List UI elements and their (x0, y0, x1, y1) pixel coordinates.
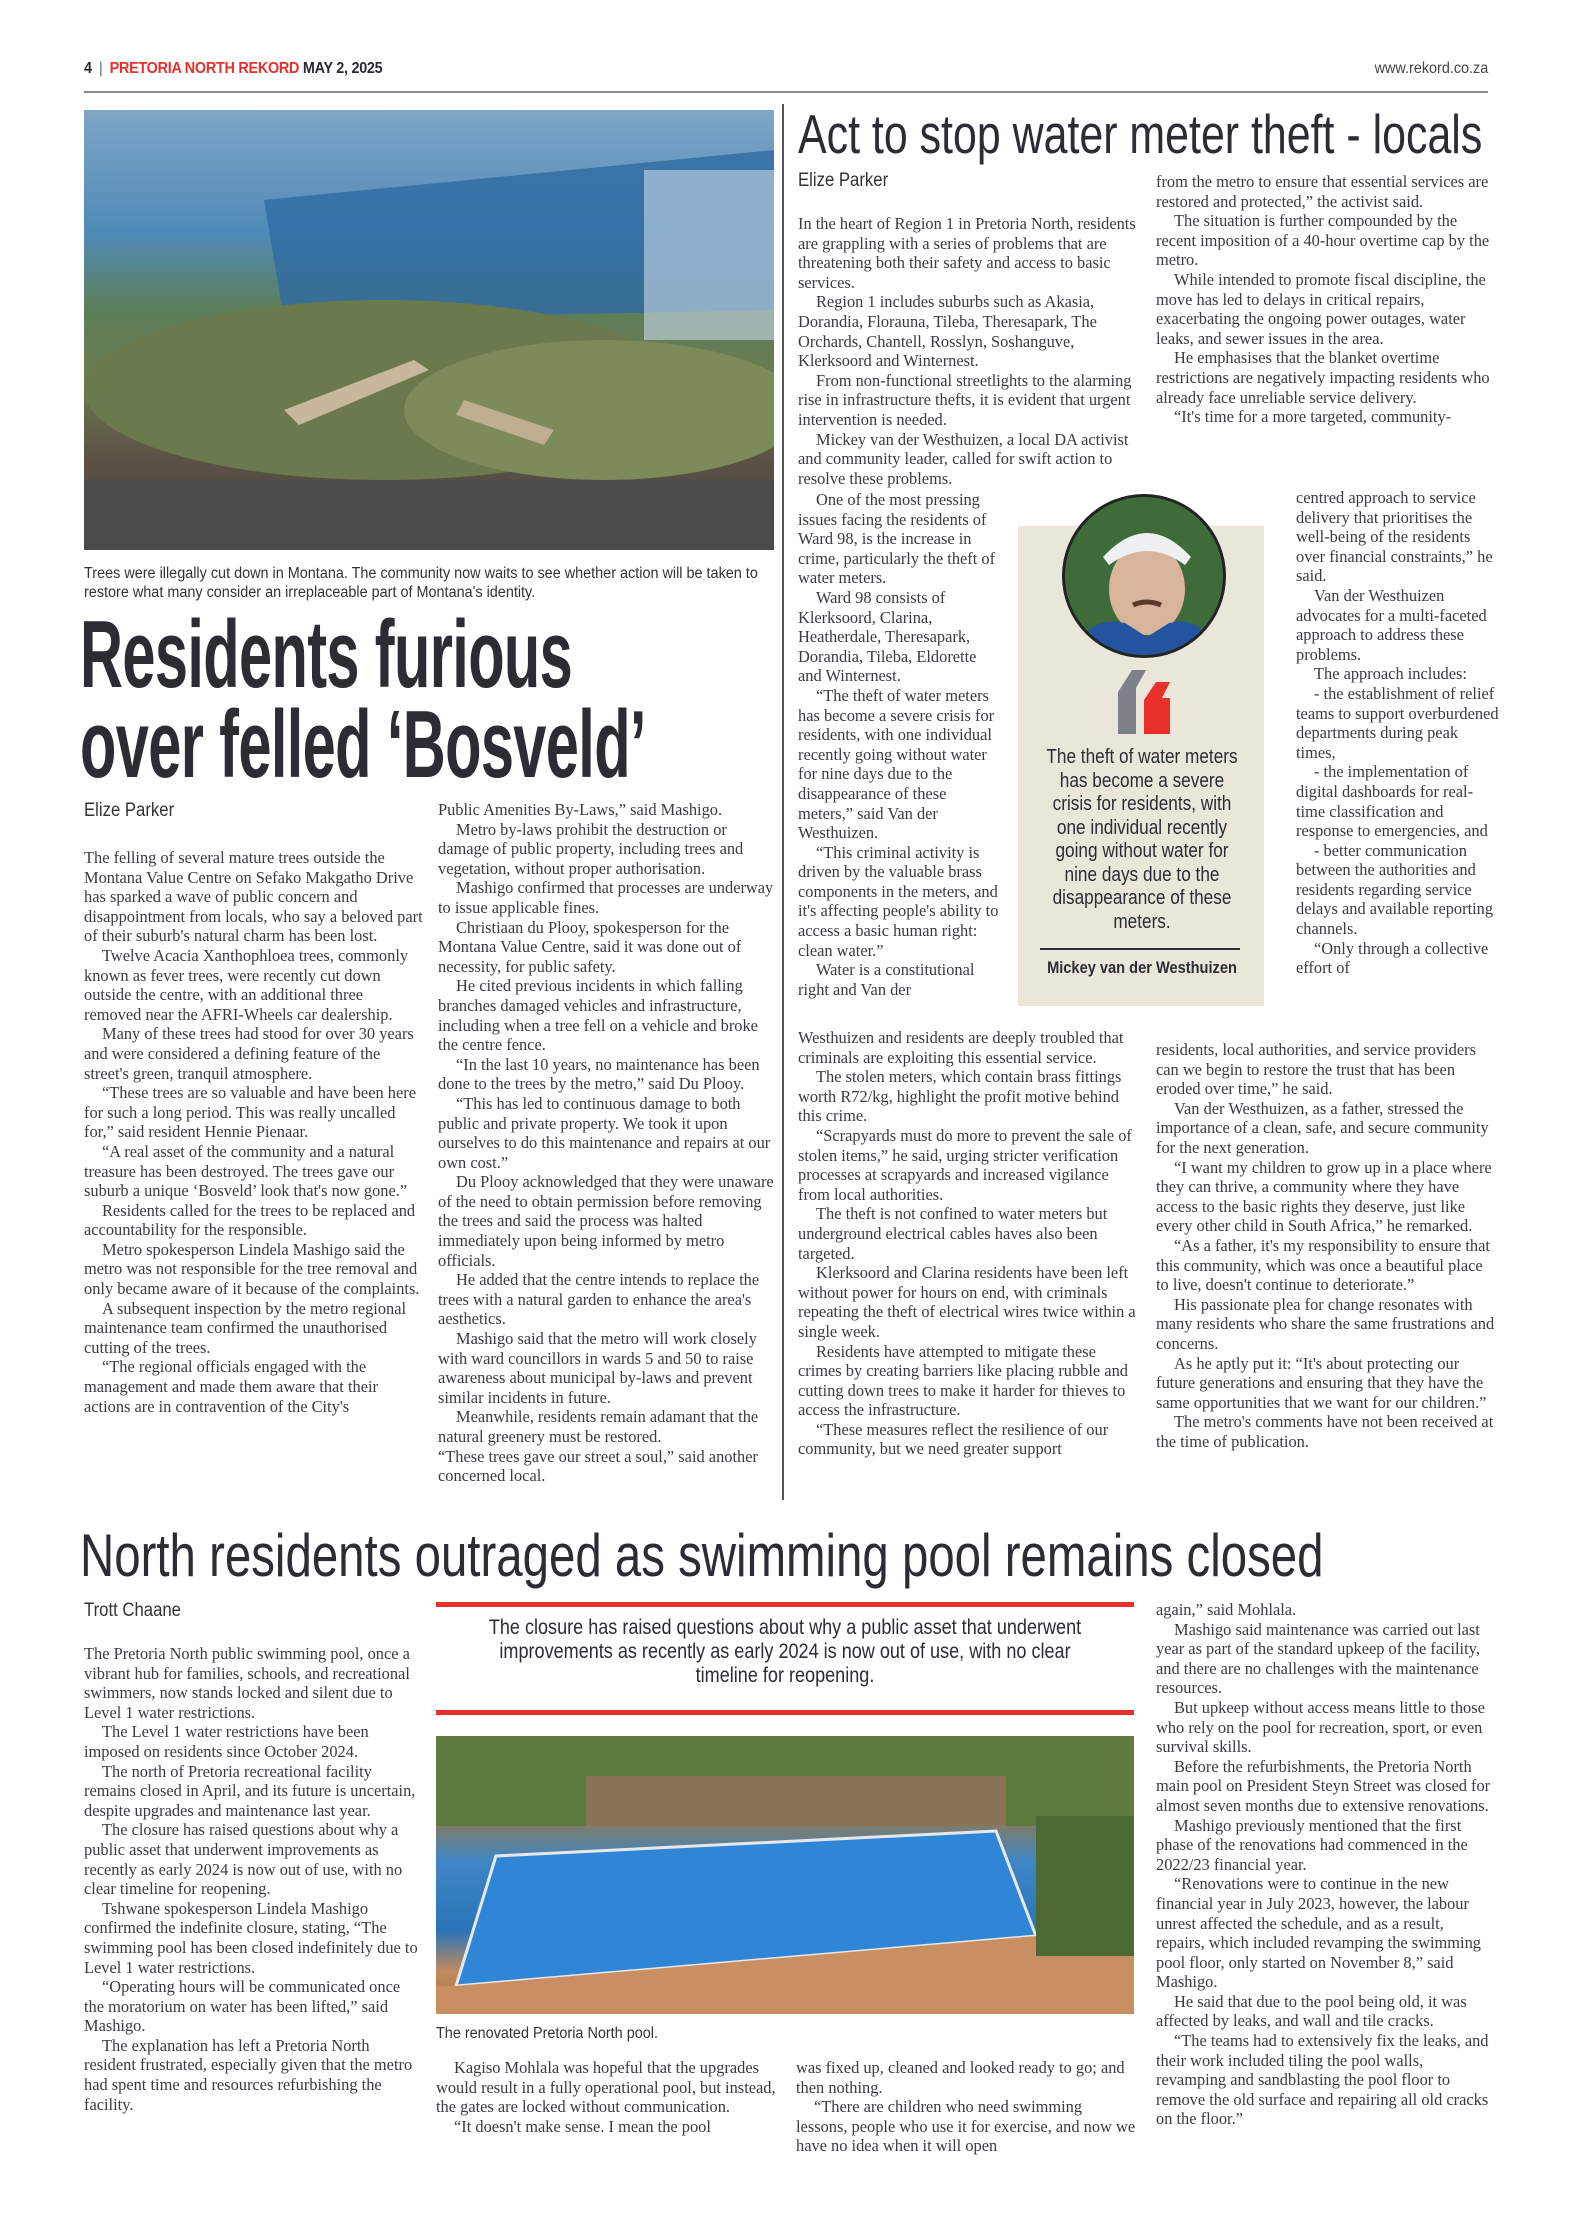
paragraph: again,” said Mohlala. (1156, 1600, 1297, 1619)
paragraph: was fixed up, cleaned and looked ready to go; and then nothing. (796, 2058, 1125, 2097)
pullquote-divider (1040, 948, 1240, 950)
paragraph: “In the last 10 years, no maintenance has been done to the trees by the metro,” said Du Plooy. (438, 1054, 760, 1094)
paragraph: He added that the centre intends to replace the trees with a natural garden to enhance the area's aesthetics. (438, 1270, 760, 1329)
paragraph: Water is a constitutional right and Van der (798, 960, 975, 999)
paragraph: “These trees are so valuable and have been here for such a long period. This was really uncalled for,” said resident Hennie Pienaar. (84, 1083, 416, 1142)
pool-column-3 (796, 2058, 1136, 2156)
portrait-illustration (1065, 497, 1223, 655)
paragraph: “As a father, it's my responsibility to ensure that this community, which was once a beautiful place to live, doesn't continue to deteriorate.” (1156, 1235, 1490, 1295)
paragraph: The theft is not confined to water meters but underground electrical cables haves also been targeted. (798, 1204, 1108, 1263)
paragraph: Ward 98 consists of Klerksoord, Clarina, Heatherdale, Theresapark, Dorandia, Tileba, Eldorette and Winternest. (798, 587, 977, 686)
paragraph: “This has led to continuous damage to both public and private property. We took it upon ourselves to do this maintenance and repairs at our own cost.” (438, 1093, 771, 1172)
pool-photo-caption: The renovated Pretoria North pool. (436, 2025, 658, 2042)
paragraph: residents, local authorities, and service providers can we begin to restore the trust that has been eroded over time,” he said. (1156, 1040, 1476, 1099)
paragraph: Before the refurbishments, the Pretoria North main pool on President Steyn Street was closed for almost seven months due to extensive renovations. (1156, 1756, 1491, 1815)
page-number: 4 (84, 60, 92, 77)
pullquote-top-bar (436, 1602, 1134, 1607)
paragraph: “The regional officials engaged with the management and made them aware that their actions are in contravention of the City's (84, 1357, 378, 1416)
photo-illustration (84, 110, 774, 550)
paragraph: “Only through a collective effort of (1296, 938, 1489, 978)
pool-headline: North residents outraged as swimming pool remains closed (80, 1522, 1324, 1589)
paragraph: Kagiso Mohlala was hopeful that the upgrades would result in a fully operational pool, but instead, the gates are locked without communication. (436, 2058, 776, 2117)
paragraph: Mashigo said maintenance was carried out last year as part of the standard upkeep of the facility, and there are no challenges with the maintenance resources. (1156, 1619, 1480, 1698)
paragraph: But upkeep without access means little to those who rely on the pool for recreation, sport, or even survival skills. (1156, 1697, 1485, 1757)
bosveld-headline-line2: over felled ‘Bosveld’ (80, 691, 646, 798)
paragraph: The felling of several mature trees outside the Montana Value Centre on Sefako Makgatho Drive has sparked a wave of public concern and disappointment from locals, who say a beloved part of their suburb's natural charm has been lost. (84, 848, 423, 946)
paragraph: While intended to promote fiscal discipline, the move has led to delays in critical repairs, exacerbating the ongoing power outages, water leaks, and sewer issues in the area. (1156, 269, 1486, 348)
paragraph: Residents have attempted to mitigate these crimes by creating barriers like placing rubble and cutting down trees to make it harder for thieves to access the infrastructure. (798, 1341, 1128, 1420)
paragraph: - the establishment of relief teams to support overburdened departments during peak times, (1296, 683, 1499, 762)
water-column-1-top (798, 214, 1138, 488)
paragraph: “It doesn't make sense. I mean the pool (454, 2116, 711, 2136)
portrait-mickey-van-der-westhuizen (1062, 494, 1226, 658)
issue-date: MAY 2, 2025 (302, 60, 383, 77)
paragraph: “Scrapyards must do more to prevent the sale of stolen items,” he said, urging stricter verification processes at scrapyards and increased vigilance from local authorities. (798, 1125, 1132, 1204)
paragraph: He emphasises that the blanket overtime restrictions are negatively impacting residents who already face unreliable service delivery. (1156, 348, 1490, 407)
header-separator: | (98, 60, 103, 77)
paragraph: Twelve Acacia Xanthophloea trees, commonly known as fever trees, were recently cut down outside the centre, with an additional three removed near the AFRI-Wheels car dealership. (84, 945, 409, 1024)
paragraph: Klerksoord and Clarina residents have been left without power for hours on end, with criminals repeating the theft of electrical wires twice within a single week. (798, 1263, 1136, 1341)
paragraph: The stolen meters, which contain brass fittings worth R72/kg, highlight the profit motive behind this crime. (798, 1067, 1122, 1126)
paragraph: Metro spokesperson Lindela Mashigo said the metro was not responsible for the tree removal and only became aware of it because of the complaints. (84, 1239, 420, 1299)
paragraph: The metro's comments have not been received at the time of publication. (1156, 1412, 1494, 1451)
paragraph: Residents called for the trees to be replaced and accountability for the responsible. (84, 1200, 416, 1240)
quote-mark-icon (1118, 670, 1170, 734)
paragraph: Mashigo previously mentioned that the first phase of the renovations had commenced in the 2022/23 financial year. (1156, 1815, 1468, 1874)
pool-pullquote: The closure has raised questions about why a public asset that underwent improvements as recently as early 2024 is now out of use, with no clear timeline for reopening. (488, 1616, 1082, 1687)
water-column-2-bottom (1156, 1040, 1496, 1451)
paragraph: Tshwane spokesperson Lindela Mashigo confirmed the indefinite closure, stating, “The swimming pool has been closed indefinitely due to Level 1 water restrictions. (84, 1898, 418, 1977)
paragraph: He cited previous incidents in which falling branches damaged vehicles and infrastructure, including when a tree fell on a vehicle and broke the centre fence. (438, 976, 758, 1055)
pullquote-attribution: Mickey van der Westhuizen (1047, 958, 1237, 977)
paragraph: “This criminal activity is driven by the valuable brass components in the meters, and it's affecting people's ability to access a basic human right: clean water.” (798, 842, 999, 960)
paragraph: The approach includes: (1314, 664, 1467, 684)
paragraph: “The theft of water meters has become a severe crisis for residents, with one individual recently going without water for nine days due to the disappearance of these meters,” said Van der Westhuizen. (798, 685, 995, 843)
paragraph: He said that due to the pool being old, it was affected by leaks, and wall and tile cracks. (1156, 1991, 1467, 2031)
paragraph: Many of these trees had stood for over 30 years and were considered a defining feature of the street's green, tranquil atmosphere. (84, 1024, 414, 1083)
paragraph: The Pretoria North public swimming pool, once a vibrant hub for families, schools, and recreational swimmers, now stands locked and silent due to Level 1 water restrictions. (84, 1644, 410, 1722)
bosveld-byline: Elize Parker (84, 800, 175, 821)
paragraph: “It's time for a more targeted, community- (1174, 407, 1452, 427)
bosveld-column-1 (84, 848, 424, 1416)
paragraph: “These trees gave our street a soul,” said another concerned local. (438, 1446, 758, 1486)
paragraph: Region 1 includes suburbs such as Akasia, Dorandia, Florauna, Tileba, Theresapark, The Orchards, Chantell, Rosslyn, Soshanguve, Klerksoord and Winternest. (798, 292, 1097, 371)
pool-photo (436, 1736, 1134, 2014)
paragraph: “Operating hours will be communicated once the moratorium on water has been lifted,” said Mashigo. (84, 1977, 401, 2036)
column-divider (782, 104, 784, 1500)
paragraph: In the heart of Region 1 in Pretoria North, residents are grappling with a series of problems that are threatening both their safety and access to basic services. (798, 214, 1136, 292)
water-column-1-narrow (798, 490, 1002, 999)
tree-photo-caption: Trees were illegally cut down in Montana. The community now waits to see whether action will be taken to restore what many consider an irreplaceable part of Montana's identity. (84, 565, 758, 601)
paragraph: The closure has raised questions about why a public asset that underwent improvements as recently as early 2024 is now out of use, with no clear timeline for reopening. (84, 1820, 403, 1899)
paragraph: His passionate plea for change resonates with many residents who share the same frustrations and concerns. (1156, 1294, 1495, 1353)
paragraph: centred approach to service delivery that prioritises the well-being of the residents over financial constraints,” he said. (1296, 488, 1493, 586)
paragraph: The explanation has left a Pretoria North resident frustrated, especially given that the metro had spent time and resources refurbishing the facility. (84, 2035, 413, 2114)
paragraph: Mickey van der Westhuizen, a local DA activist and community leader, called for swift action to resolve these problems. (798, 429, 1129, 488)
paragraph: From non-functional streetlights to the alarming rise in infrastructure thefts, it is evident that urgent intervention is needed. (798, 370, 1132, 429)
paragraph: Westhuizen and residents are deeply troubled that criminals are exploiting this essential service. (798, 1028, 1124, 1067)
paragraph: Christiaan du Plooy, spokesperson for the Montana Value Centre, said it was done out of necessity, for public safety. (438, 917, 742, 976)
paragraph: “Renovations were to continue in the new financial year in July 2023, however, the labour unrest affected the schedule, and as a result, repairs, which included revamping the swimming pool floor, only started on November 8,” said Mashigo. (1156, 1874, 1482, 1992)
paragraph: The situation is further compounded by the recent imposition of a 40-hour overtime cap by the metro. (1156, 211, 1490, 270)
paragraph: One of the most pressing issues facing the residents of Ward 98, is the increase in crime, particularly the theft of water meters. (798, 490, 996, 588)
bosveld-headline-line1: Residents furious (80, 601, 573, 708)
pool-column-4 (1156, 1600, 1496, 2129)
pool-column-2 (436, 2058, 776, 2136)
water-byline: Elize Parker (798, 170, 889, 191)
paragraph: Van der Westhuizen advocates for a multi-faceted approach to address these problems. (1296, 585, 1487, 664)
paragraph: “These measures reflect the resilience of our community, but we need greater support (798, 1419, 1109, 1459)
paragraph: The Level 1 water restrictions have been imposed on residents since October 2024. (84, 1722, 369, 1761)
water-headline: Act to stop water meter theft - locals (798, 103, 1483, 165)
paragraph: Mashigo confirmed that processes are underway to issue applicable fines. (438, 878, 774, 917)
bosveld-column-2 (438, 800, 776, 1486)
pool-column-1 (84, 1644, 424, 2114)
paragraph: Van der Westhuizen, as a father, stressed the importance of a clean, safe, and secure community for the next generation. (1156, 1098, 1489, 1157)
pool-byline: Trott Chaane (84, 1600, 181, 1621)
paragraph: “There are children who need swimming lessons, people who use it for exercise, and now we have no idea when it will open (796, 2097, 1136, 2156)
paragraph: - the implementation of digital dashboards for real-time classification and response to emergencies, and (1296, 762, 1488, 841)
paragraph: “The teams had to extensively fix the leaks, and their work included tiling the pool walls, revamping and sandblasting the pool floor to remove the old surface and repairing all old cracks on the floor.” (1156, 2031, 1489, 2129)
paragraph: A subsequent inspection by the metro regional maintenance team confirmed the unauthorised cutting of the trees. (84, 1298, 407, 1357)
paragraph: The north of Pretoria recreational facility remains closed in April, and its future is uncertain, despite upgrades and maintenance last year. (84, 1761, 416, 1820)
water-column-2-top (1156, 172, 1496, 427)
paragraph: Meanwhile, residents remain adamant that the natural greenery must be restored. (438, 1407, 759, 1446)
water-column-1-bottom (798, 1028, 1138, 1459)
paragraph: Mashigo said that the metro will work closely with ward councillors in wards 5 and 50 to raise awareness about municipal by-laws and prevent similar incidents in future. (438, 1329, 757, 1407)
pullquote-bottom-bar (436, 1710, 1134, 1715)
paragraph: Metro by-laws prohibit the destruction or damage of public property, including trees and vegetation, without proper authorisation. (438, 819, 744, 878)
paragraph: - better communication between the authorities and residents regarding service delays and available reporting channels. (1296, 840, 1494, 939)
felled-trees-photo (84, 110, 774, 550)
water-column-2-narrow (1296, 488, 1500, 978)
paragraph: from the metro to ensure that essential services are restored and protected,” the activist said. (1156, 172, 1489, 211)
paragraph: Public Amenities By-Laws,” said Mashigo. (438, 800, 723, 819)
publication-name: PRETORIA NORTH REKORD (109, 60, 300, 77)
header-divider (84, 91, 1488, 93)
website-link[interactable]: www.rekord.co.za (1374, 60, 1488, 77)
paragraph: “I want my children to grow up in a place where they can thrive, a community where they have access to the basic rights they deserve, just like every other child in South Africa,” he remarked. (1156, 1157, 1492, 1236)
photo-illustration (436, 1736, 1134, 2014)
paragraph: Du Plooy acknowledged that they were unaware of the need to obtain permission before removing the trees and said the process was halted immediately upon being informed by metro officials. (438, 1172, 774, 1270)
paragraph: “A real asset of the community and a natural treasure has been destroyed. The trees gave our suburb a unique ‘Bosveld’ look that's now gone.” (84, 1141, 408, 1201)
pullquote-text: The theft of water meters has become a severe crisis for residents, with one individual recently going without water for nine days due to the disappearance of these meters. (1046, 746, 1238, 933)
page-header (84, 60, 382, 78)
paragraph: As he aptly put it: “It's about protecting our future generations and ensuring that they have the same opportunities that we want for our children.” (1156, 1353, 1487, 1412)
